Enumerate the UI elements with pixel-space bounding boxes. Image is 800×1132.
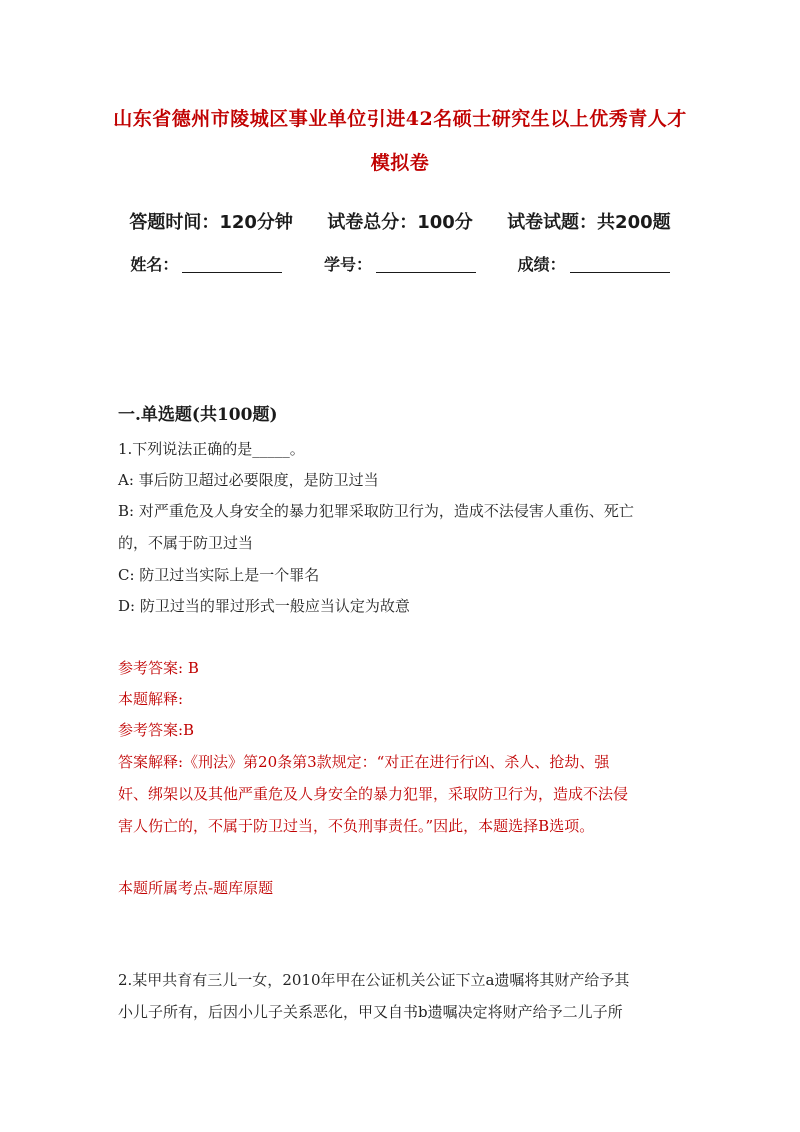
student-id-label: 学号： (323, 255, 372, 274)
exam-total-score: 试卷总分：100分 (327, 212, 473, 233)
question-1-explanation-line-3: 害人伤亡的，不属于防卫过当，不负刑事责任。”因此，本题选择B选项。 (118, 817, 595, 835)
exam-info-row (0, 208, 800, 234)
score-blank (570, 258, 670, 273)
question-1-option-d: D: 防卫过当的罪过形式一般应当认定为故意 (118, 597, 410, 615)
question-1-stem: 1.下列说法正确的是_____。 (118, 440, 305, 458)
name-field (130, 252, 282, 275)
question-2-line-2: 小儿子所有，后因小儿子关系恶化，甲又自书b遗嘱决定将财产给予二儿子所 (118, 1003, 623, 1021)
question-1-explanation-label: 本题解释: (118, 690, 184, 708)
exam-title-line-1: 山东省德州市陵城区事业单位引进42名硕士研究生以上优秀青人才 (113, 108, 687, 130)
name-label: 姓名： (130, 255, 179, 274)
exam-title-line-2: 模拟卷 (370, 152, 430, 174)
name-blank (182, 258, 282, 273)
question-1-explanation-line-1: 答案解释:《刑法》第20条第3款规定：“对正在进行行凶、杀人、抢劫、强 (118, 753, 610, 771)
question-1-option-c: C: 防卫过当实际上是一个罪名 (118, 566, 320, 584)
question-1-answer: 参考答案: B (118, 659, 199, 677)
exam-question-count: 试卷试题：共200题 (507, 212, 671, 233)
student-id-field (324, 252, 476, 275)
question-2-line-1: 2.某甲共育有三儿一女，2010年甲在公证机关公证下立a遗嘱将其财产给予其 (118, 971, 630, 989)
student-info-row (0, 252, 800, 275)
question-1-explanation-line-2: 奸、绑架以及其他严重危及人身安全的暴力犯罪，采取防卫行为，造成不法侵 (118, 785, 629, 803)
question-1-option-b-line-1: B: 对严重危及人身安全的暴力犯罪采取防卫行为，造成不法侵害人重伤、死亡 (118, 502, 634, 520)
question-1-topic: 本题所属考点-题库原题 (118, 879, 274, 897)
question-1-answer-repeat: 参考答案:B (118, 721, 195, 739)
exam-time: 答题时间：120分钟 (129, 212, 293, 233)
student-id-blank (376, 258, 476, 273)
question-1-option-a: A: 事后防卫超过必要限度，是防卫过当 (118, 471, 379, 489)
score-field (518, 252, 670, 275)
score-label: 成绩： (517, 255, 566, 274)
question-1-option-b-line-2: 的，不属于防卫过当 (118, 534, 254, 552)
section-heading: 一.单选题(共100题) (118, 405, 278, 425)
